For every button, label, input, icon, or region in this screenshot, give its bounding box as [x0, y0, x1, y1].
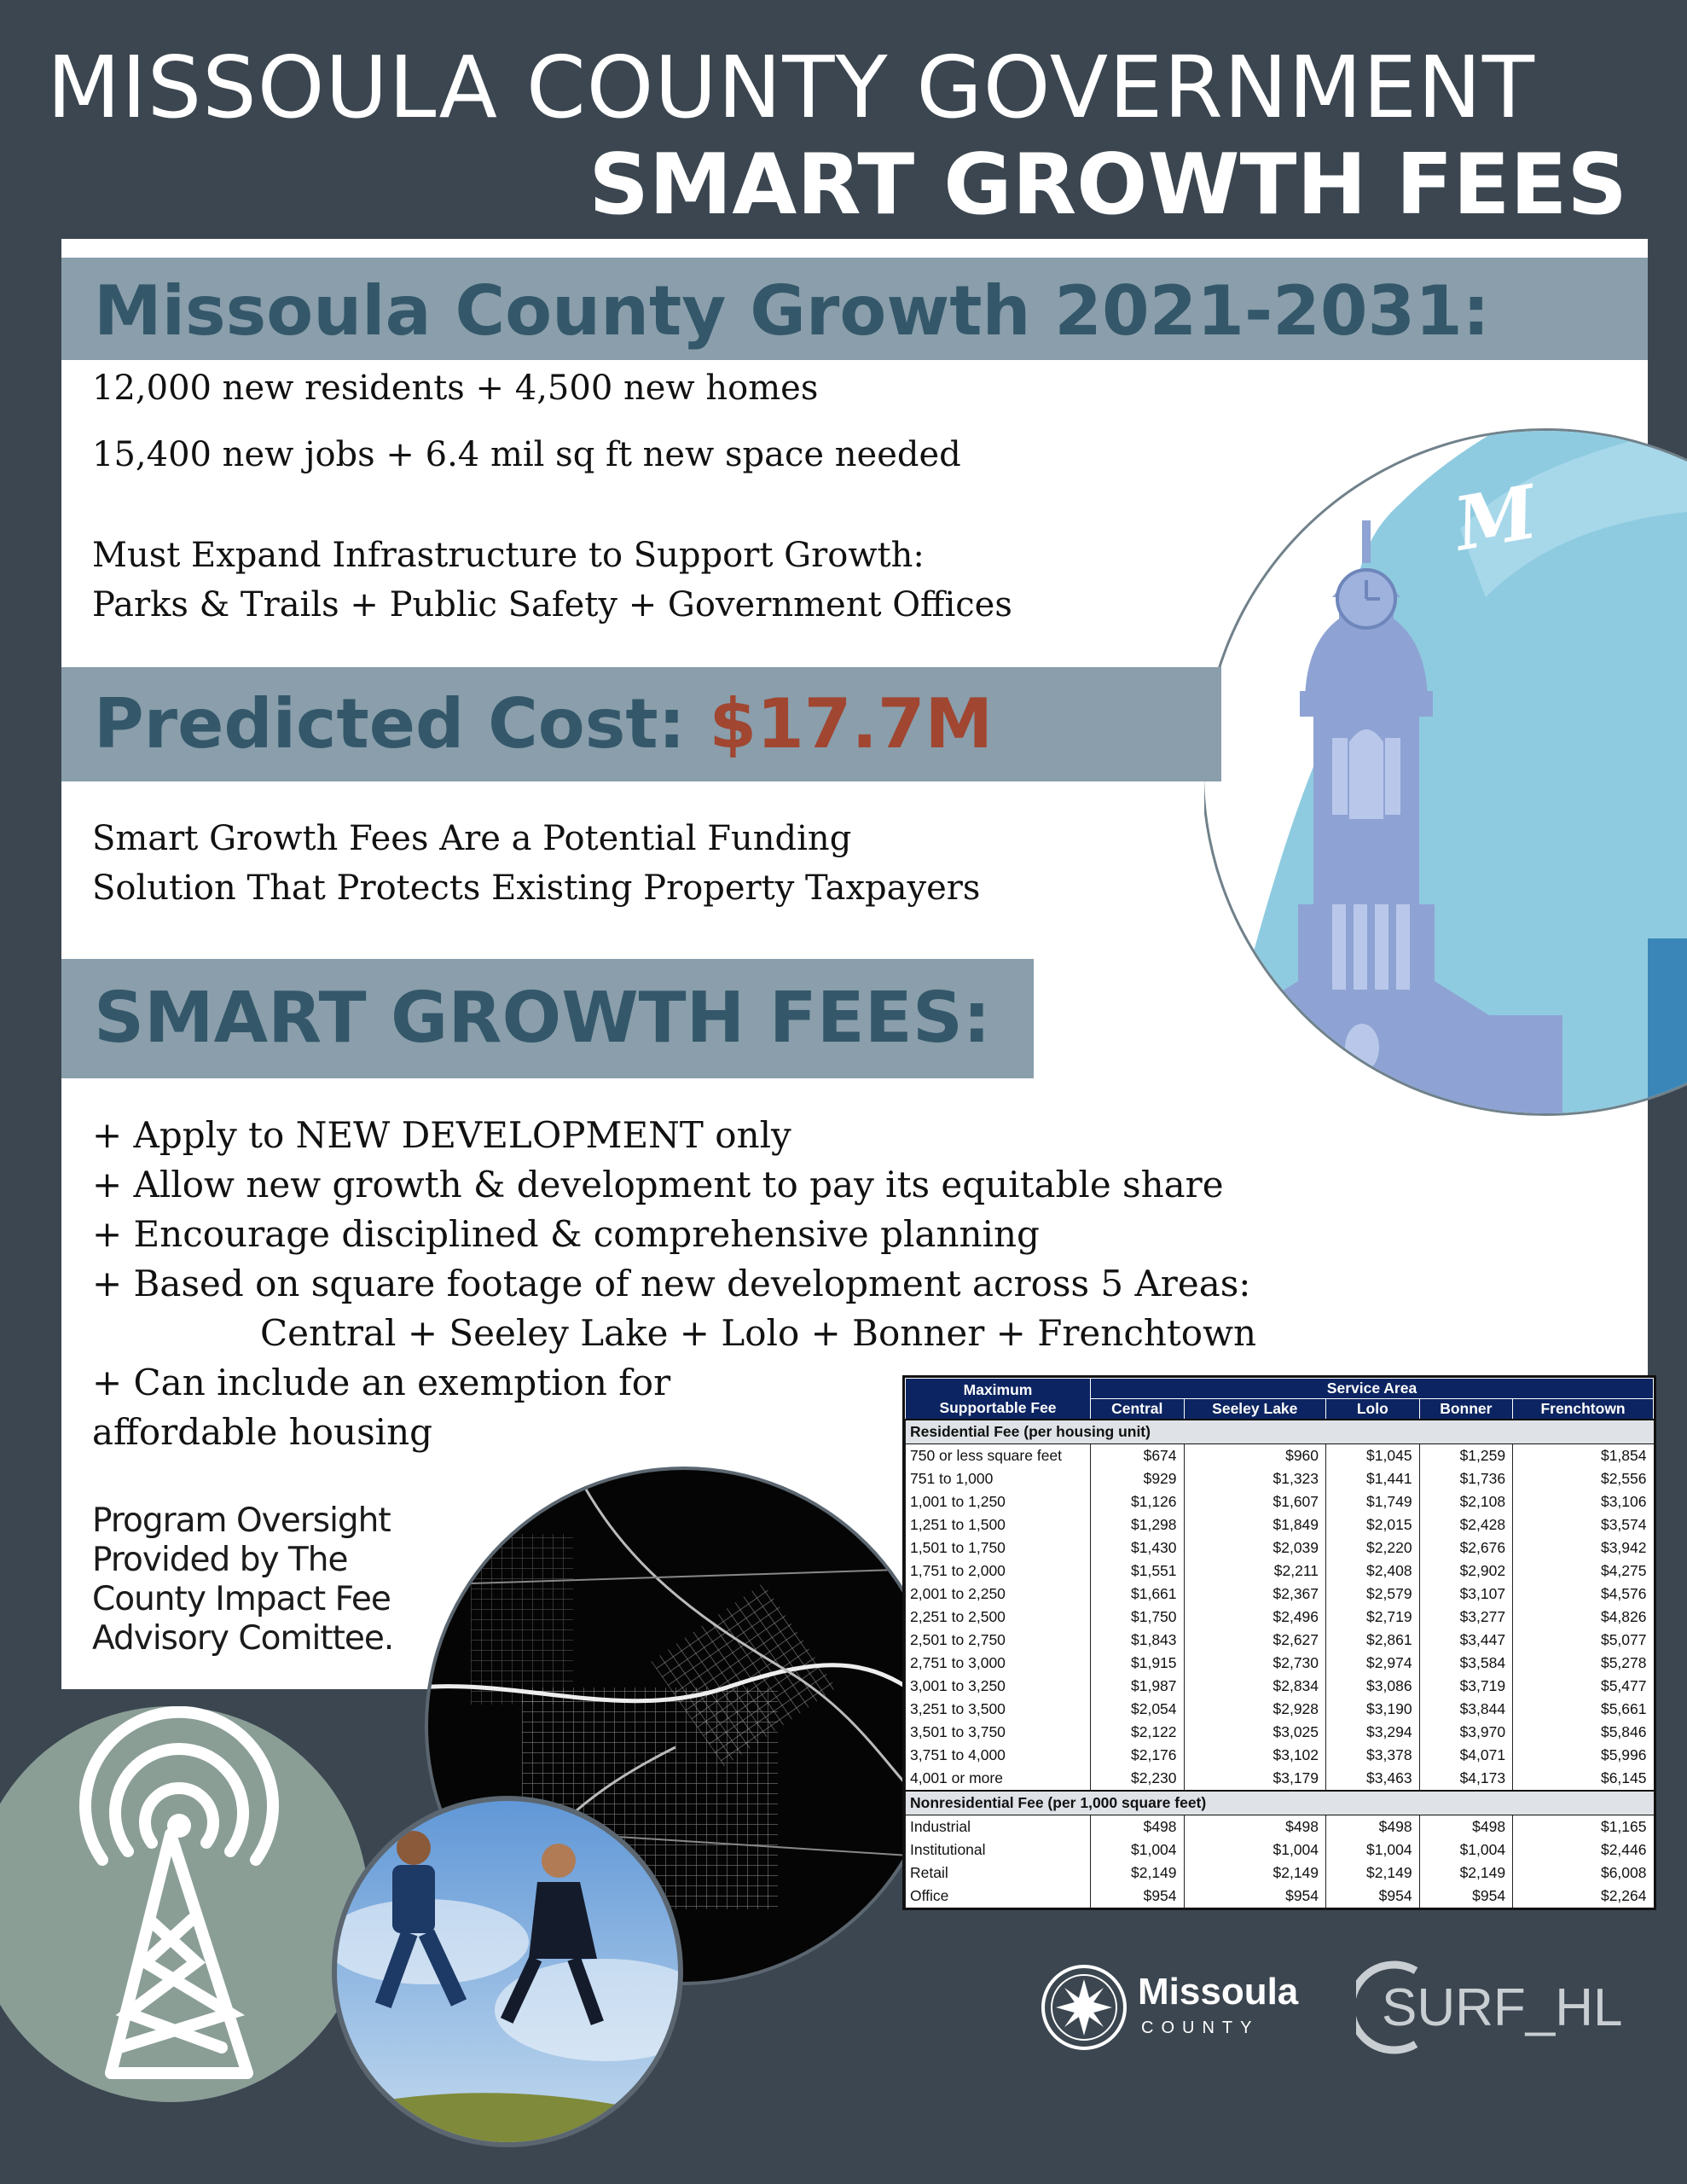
fee-cell: $1,915 [1091, 1652, 1185, 1675]
page-title: MISSOULA COUNTY GOVERNMENT [47, 38, 1535, 137]
row-label-cell: 2,251 to 2,500 [906, 1606, 1091, 1629]
fee-cell: $954 [1326, 1885, 1420, 1908]
fee-cell: $4,275 [1513, 1560, 1654, 1583]
fee-cell: $2,367 [1184, 1583, 1326, 1606]
table-row [906, 1560, 1654, 1583]
fee-cell: $3,719 [1419, 1675, 1513, 1698]
fee-cell: $2,928 [1184, 1698, 1326, 1721]
fee-cell: $5,661 [1513, 1698, 1654, 1721]
col-header-lolo: Lolo [1326, 1399, 1420, 1420]
table-row [906, 1583, 1654, 1606]
service-areas-list: Central + Seeley Lake + Lolo + Bonner + Frenchtown [260, 1312, 1257, 1354]
cost-heading [94, 684, 993, 764]
fee-cell: $3,574 [1513, 1513, 1654, 1536]
fees-heading: SMART GROWTH FEES: [94, 978, 991, 1059]
fee-cell: $2,108 [1419, 1490, 1513, 1513]
table-row [906, 1490, 1654, 1513]
growth-line-4: Parks & Trails + Public Safety + Government Offices [92, 585, 1012, 624]
fee-cell: $3,378 [1326, 1744, 1420, 1767]
fee-cell: $2,676 [1419, 1536, 1513, 1560]
fee-cell: $2,579 [1326, 1583, 1420, 1606]
row-label-cell: 1,751 to 2,000 [906, 1560, 1091, 1583]
growth-heading-band [61, 258, 1648, 360]
courthouse-illustration [1204, 341, 1687, 1203]
fee-cell: $3,106 [1513, 1490, 1654, 1513]
row-label-cell: 750 or less square feet [906, 1444, 1091, 1468]
fee-cell: $2,220 [1326, 1536, 1420, 1560]
fee-cell: $1,430 [1091, 1536, 1185, 1560]
fee-cell: $2,627 [1184, 1629, 1326, 1652]
table-section-row [906, 1420, 1654, 1444]
surf-hl-logo-text: SURF_HL [1382, 1978, 1623, 2037]
fee-cell: $1,661 [1091, 1583, 1185, 1606]
fee-cell: $1,843 [1091, 1629, 1185, 1652]
fee-cell: $1,607 [1184, 1490, 1326, 1513]
fee-cell: $1,004 [1326, 1838, 1420, 1862]
row-label-cell: 3,501 to 3,750 [906, 1721, 1091, 1744]
table-section-label: Nonresidential Fee (per 1,000 square feet) [906, 1791, 1654, 1815]
fee-cell: $1,004 [1419, 1838, 1513, 1862]
fee-cell: $4,071 [1419, 1744, 1513, 1767]
fees-bullet-5: + Can include an exemption for [92, 1362, 671, 1403]
fee-cell: $4,826 [1513, 1606, 1654, 1629]
table-row [906, 1606, 1654, 1629]
table-row [906, 1536, 1654, 1560]
fee-cell: $5,996 [1513, 1744, 1654, 1767]
fee-cell: $929 [1091, 1467, 1185, 1490]
oversight-note: Program Oversight Provided by The County Impact Fee Advisory Comittee. [92, 1502, 394, 1658]
fee-cell: $1,750 [1091, 1606, 1185, 1629]
fee-cell: $2,902 [1419, 1560, 1513, 1583]
cost-line-2: Solution That Protects Existing Property Taxpayers [92, 868, 981, 908]
row-label-cell: Institutional [906, 1838, 1091, 1862]
fee-cell: $3,447 [1419, 1629, 1513, 1652]
row-label-cell: 3,251 to 3,500 [906, 1698, 1091, 1721]
fee-cell: $2,446 [1513, 1838, 1654, 1862]
fee-cell: $1,298 [1091, 1513, 1185, 1536]
fee-cell: $1,323 [1184, 1467, 1326, 1490]
col-header-central: Central [1091, 1399, 1185, 1420]
fees-bullet-3: + Encourage disciplined & comprehensive planning [92, 1213, 1040, 1255]
fee-cell: $1,551 [1091, 1560, 1185, 1583]
fee-cell: $5,278 [1513, 1652, 1654, 1675]
fee-table [905, 1378, 1654, 1908]
fees-bullet-2: + Allow new growth & development to pay its equitable share [92, 1164, 1224, 1205]
fee-cell: $1,736 [1419, 1467, 1513, 1490]
table-row [906, 1698, 1654, 1721]
fee-cell: $1,987 [1091, 1675, 1185, 1698]
fee-cell: $1,126 [1091, 1490, 1185, 1513]
row-label-cell: 1,001 to 1,250 [906, 1490, 1091, 1513]
cost-value: $17.7M [709, 684, 994, 764]
fee-cell: $3,942 [1513, 1536, 1654, 1560]
fee-cell: $2,719 [1326, 1606, 1420, 1629]
table-row [906, 1815, 1654, 1839]
cost-band [61, 667, 1221, 781]
table-row [906, 1838, 1654, 1862]
fee-cell: $1,259 [1419, 1444, 1513, 1468]
fee-cell: $498 [1326, 1815, 1420, 1839]
fee-cell: $5,846 [1513, 1721, 1654, 1744]
fee-cell: $2,834 [1184, 1675, 1326, 1698]
fee-cell: $3,102 [1184, 1744, 1326, 1767]
table-row [906, 1629, 1654, 1652]
fee-cell: $1,441 [1326, 1467, 1420, 1490]
fee-cell: $2,149 [1326, 1862, 1420, 1885]
fee-cell: $2,149 [1091, 1862, 1185, 1885]
fee-cell: $954 [1419, 1885, 1513, 1908]
row-label-cell: Office [906, 1885, 1091, 1908]
table-row [906, 1862, 1654, 1885]
table-corner-line-2: Supportable Fee [939, 1398, 1057, 1416]
fee-cell: $2,861 [1326, 1629, 1420, 1652]
fee-cell: $954 [1091, 1885, 1185, 1908]
table-row [906, 1885, 1654, 1908]
fee-cell: $1,004 [1184, 1838, 1326, 1862]
county-logo-sub: COUNTY [1141, 2018, 1260, 2037]
fee-cell: $3,584 [1419, 1652, 1513, 1675]
row-label-cell: 751 to 1,000 [906, 1467, 1091, 1490]
growth-heading: Missoula County Growth 2021-2031: [94, 271, 1490, 351]
county-logo-name: Missoula [1138, 1971, 1299, 2013]
fee-cell: $2,054 [1091, 1698, 1185, 1721]
fee-cell: $1,749 [1326, 1490, 1420, 1513]
fee-cell: $2,408 [1326, 1560, 1420, 1583]
fee-cell: $2,230 [1091, 1767, 1185, 1791]
table-row [906, 1513, 1654, 1536]
fees-bullet-1: + Apply to NEW DEVELOPMENT only [92, 1114, 791, 1156]
fee-cell: $498 [1419, 1815, 1513, 1839]
growth-line-3: Must Expand Infrastructure to Support Growth: [92, 536, 925, 575]
fee-cell: $5,077 [1513, 1629, 1654, 1652]
fee-cell: $2,039 [1184, 1536, 1326, 1560]
fee-cell: $3,086 [1326, 1675, 1420, 1698]
fee-cell: $674 [1091, 1444, 1185, 1468]
row-label-cell: 4,001 or more [906, 1767, 1091, 1791]
row-label-cell: 2,751 to 3,000 [906, 1652, 1091, 1675]
fee-cell: $2,496 [1184, 1606, 1326, 1629]
fee-cell: $4,173 [1419, 1767, 1513, 1791]
kids-jumping-photo [324, 1788, 691, 2155]
service-area-header: Service Area [1091, 1379, 1654, 1399]
row-label-cell: 3,751 to 4,000 [906, 1744, 1091, 1767]
fee-cell: $2,149 [1184, 1862, 1326, 1885]
fee-cell: $1,045 [1326, 1444, 1420, 1468]
row-label-cell: 1,251 to 1,500 [906, 1513, 1091, 1536]
fee-schedule-table [902, 1375, 1656, 1910]
table-row [906, 1444, 1654, 1468]
fees-bullet-4: + Based on square footage of new development across 5 Areas: [92, 1263, 1251, 1304]
cost-line-1: Smart Growth Fees Are a Potential Funding [92, 819, 852, 858]
fee-cell: $3,277 [1419, 1606, 1513, 1629]
table-corner-header [906, 1379, 1091, 1420]
row-label-cell: 2,001 to 2,250 [906, 1583, 1091, 1606]
fee-cell: $2,264 [1513, 1885, 1654, 1908]
growth-line-1: 12,000 new residents + 4,500 new homes [92, 369, 819, 408]
fee-cell: $3,463 [1326, 1767, 1420, 1791]
fee-cell: $498 [1184, 1815, 1326, 1839]
col-header-bonner: Bonner [1419, 1399, 1513, 1420]
fee-cell: $498 [1091, 1815, 1185, 1839]
fee-cell: $3,190 [1326, 1698, 1420, 1721]
fee-cell: $2,149 [1419, 1862, 1513, 1885]
fee-cell: $1,165 [1513, 1815, 1654, 1839]
fees-heading-band [61, 959, 1034, 1078]
growth-line-2: 15,400 new jobs + 6.4 mil sq ft new space needed [92, 435, 961, 474]
fee-cell: $2,122 [1091, 1721, 1185, 1744]
cost-label: Predicted Cost: [94, 684, 710, 764]
table-section-row [906, 1791, 1654, 1815]
fee-cell: $4,576 [1513, 1583, 1654, 1606]
row-label-cell: Industrial [906, 1815, 1091, 1839]
fee-cell: $2,211 [1184, 1560, 1326, 1583]
fee-cell: $6,008 [1513, 1862, 1654, 1885]
table-row [906, 1767, 1654, 1791]
table-row [906, 1467, 1654, 1490]
fee-cell: $3,294 [1326, 1721, 1420, 1744]
row-label-cell: 1,501 to 1,750 [906, 1536, 1091, 1560]
col-header-seeley-lake: Seeley Lake [1184, 1399, 1326, 1420]
row-label-cell: Retail [906, 1862, 1091, 1885]
fee-cell: $2,730 [1184, 1652, 1326, 1675]
fee-cell: $3,179 [1184, 1767, 1326, 1791]
page-subtitle: SMART GROWTH FEES [588, 136, 1627, 234]
fee-cell: $2,015 [1326, 1513, 1420, 1536]
table-row [906, 1675, 1654, 1698]
missoula-county-seal-icon [1039, 1962, 1129, 2053]
fee-cell: $3,970 [1419, 1721, 1513, 1744]
fee-cell: $3,107 [1419, 1583, 1513, 1606]
row-label-cell: 2,501 to 2,750 [906, 1629, 1091, 1652]
col-header-frenchtown: Frenchtown [1513, 1399, 1654, 1420]
fee-cell: $1,854 [1513, 1444, 1654, 1468]
fee-cell: $3,025 [1184, 1721, 1326, 1744]
fee-cell: $1,849 [1184, 1513, 1326, 1536]
fee-cell: $2,974 [1326, 1652, 1420, 1675]
row-label-cell: 3,001 to 3,250 [906, 1675, 1091, 1698]
table-row [906, 1652, 1654, 1675]
fees-bullet-5-cont: affordable housing [92, 1411, 432, 1453]
table-corner-line-1: Maximum [963, 1380, 1033, 1398]
table-section-label: Residential Fee (per housing unit) [906, 1420, 1654, 1444]
fee-cell: $5,477 [1513, 1675, 1654, 1698]
fee-cell: $2,176 [1091, 1744, 1185, 1767]
fee-cell: $2,428 [1419, 1513, 1513, 1536]
table-row [906, 1744, 1654, 1767]
fee-cell: $2,556 [1513, 1467, 1654, 1490]
courthouse-m-letter: M [1448, 468, 1544, 568]
fee-cell: $3,844 [1419, 1698, 1513, 1721]
fee-cell: $960 [1184, 1444, 1326, 1468]
fee-cell: $1,004 [1091, 1838, 1185, 1862]
fee-cell: $6,145 [1513, 1767, 1654, 1791]
table-row [906, 1721, 1654, 1744]
fee-cell: $954 [1184, 1885, 1326, 1908]
